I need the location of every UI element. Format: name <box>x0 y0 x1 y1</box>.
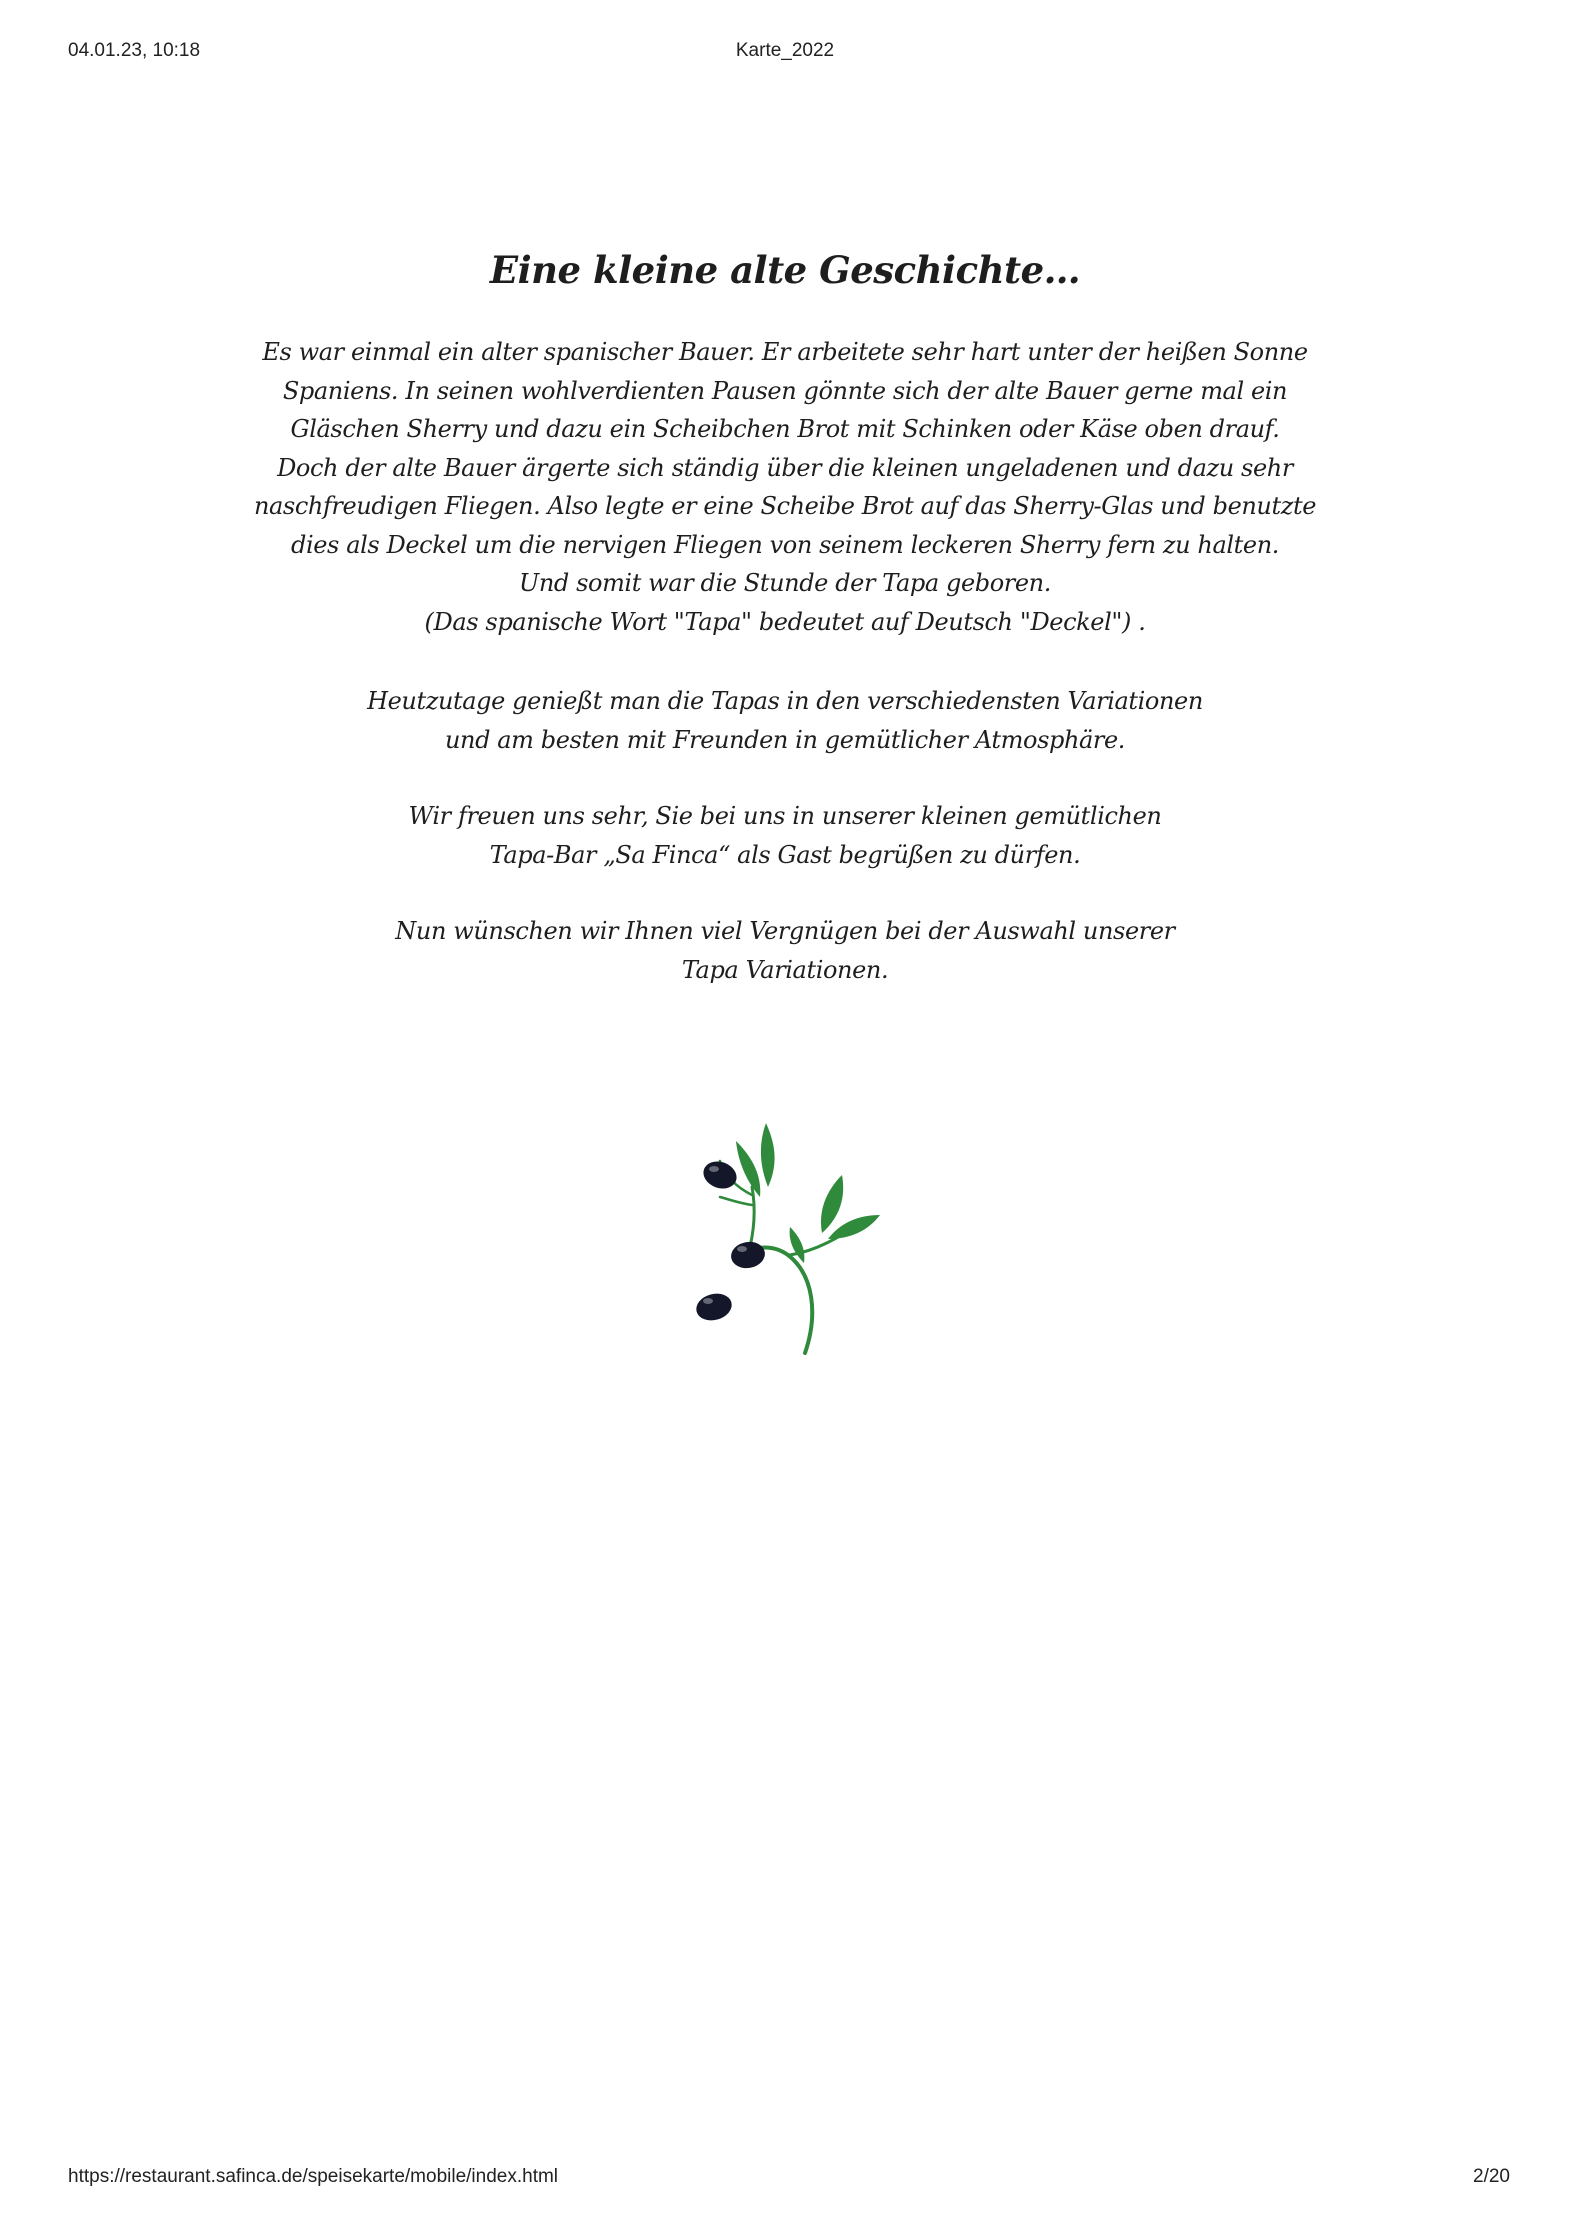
story-paragraph-closing <box>0 912 1570 989</box>
leaf <box>828 1215 880 1239</box>
print-document-title: Karte_2022 <box>735 40 835 61</box>
story-line: Wir freuen uns sehr, Sie bei uns in unserer kleinen gemütlichen <box>408 802 1162 830</box>
olive-highlight <box>737 1246 747 1252</box>
story-line: Gläschen Sherry und dazu ein Scheibchen Brot mit Schinken oder Käse oben drauf. <box>290 415 1280 443</box>
branch-twig <box>720 1197 752 1205</box>
print-footer <box>0 2166 1570 2192</box>
story-line: dies als Deckel um die nervigen Fliegen von seinem leckeren Sherry fern zu halten. <box>291 530 1279 559</box>
olive-highlight <box>709 1166 719 1172</box>
story-line: Und somit war die Stunde der Tapa geboren. <box>519 569 1051 597</box>
story-line: und am besten mit Freunden in gemütlicher Atmosphäre. <box>444 725 1126 754</box>
olive-highlight <box>703 1298 713 1304</box>
olive <box>693 1290 735 1324</box>
story-line: Nun wünschen wir Ihnen viel Vergnügen bei der Auswahl unserer <box>395 917 1175 945</box>
print-url: https://restaurant.safinca.de/speisekarte/mobile/index.html <box>68 2166 559 2187</box>
olive <box>729 1239 767 1271</box>
story-paragraph-intro <box>0 333 1570 641</box>
story-title: Eine kleine alte Geschichte… <box>489 248 1081 292</box>
story-line: Tapa-Bar „Sa Finca“ als Gast begrüßen zu dürfen. <box>489 840 1081 869</box>
story-line: naschfreudigen Fliegen. Also legte er eine Scheibe Brot auf das Sherry-Glas und benutzte <box>253 492 1317 520</box>
story-line: Spaniens. In seinen wohlverdienten Pausen gönnte sich der alte Bauer gerne mal ein <box>282 376 1288 405</box>
leaf <box>821 1175 843 1233</box>
leaf <box>761 1123 775 1187</box>
olive-branch-icon <box>690 1105 900 1355</box>
story-paragraph-welcome <box>0 797 1570 874</box>
story-paragraph-today <box>0 682 1570 759</box>
story-line: (Das spanische Wort "Tapa" bedeutet auf Deutsch "Deckel") . <box>424 607 1146 636</box>
story-line: Doch der alte Bauer ärgerte sich ständig über die kleinen ungeladenen und dazu sehr <box>277 453 1293 482</box>
print-header <box>0 40 1570 66</box>
story-line: Heutzutage genießt man die Tapas in den verschiedensten Variationen <box>367 687 1203 715</box>
print-page-indicator: 2/20 <box>1473 2166 1510 2187</box>
story-line: Tapa Variationen. <box>681 955 889 984</box>
story-line: Es war einmal ein alter spanischer Bauer. Er arbeitete sehr hart unter der heißen Sonne <box>262 338 1308 366</box>
olive <box>700 1157 741 1193</box>
print-datetime: 04.01.23, 10:18 <box>68 40 201 61</box>
